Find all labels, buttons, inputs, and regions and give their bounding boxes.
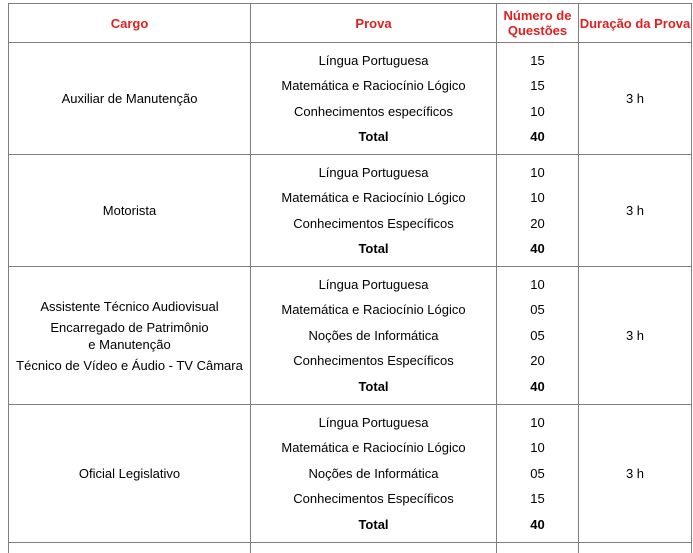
prova-cell (251, 155, 497, 267)
cargo-name: Assistente Técnico Audiovisual (9, 294, 250, 319)
header-prova: Prova (251, 4, 497, 43)
prova-total-label: Total (251, 124, 496, 150)
prova-item: Conhecimentos Específicos (251, 348, 496, 374)
cargo-name: Motorista (9, 198, 250, 223)
prova-item: Matemática e Raciocínio Lógico (251, 73, 496, 99)
prova-cell (251, 405, 497, 543)
questoes-value: 15 (497, 486, 578, 512)
questoes-value: 15 (497, 48, 578, 74)
questoes-value: 15 (497, 73, 578, 99)
header-row (9, 4, 692, 43)
prova-cell (251, 43, 497, 155)
prova-item: Língua Portuguesa (251, 272, 496, 298)
table-row (9, 267, 692, 405)
duracao-cell: 3 h (579, 267, 692, 405)
questoes-cell (497, 405, 579, 543)
prova-item: Noções de Informática (251, 461, 496, 487)
header-cargo: Cargo (9, 4, 251, 43)
cargo-cell (9, 405, 251, 543)
table-row (9, 405, 692, 543)
table-row (9, 155, 692, 267)
questoes-value: 10 (497, 272, 578, 298)
prova-total-label: Total (251, 512, 496, 538)
cargo-cell (9, 267, 251, 405)
header-duracao: Duração da Prova (579, 4, 692, 43)
prova-item: Língua Portuguesa (251, 160, 496, 186)
duracao-cell: 3 h (579, 43, 692, 155)
table-row-continuation (9, 543, 692, 553)
prova-item: Conhecimentos Específicos (251, 211, 496, 237)
cargo-name: Encarregado de Patrimônio e Manutenção (9, 319, 250, 353)
questoes-value: 10 (497, 160, 578, 186)
cargo-cell (9, 43, 251, 155)
cargo-name: Oficial Legislativo (9, 461, 250, 486)
questoes-value: 10 (497, 435, 578, 461)
empty-cell (251, 543, 497, 553)
table-row (9, 43, 692, 155)
questoes-value: 20 (497, 348, 578, 374)
prova-item: Matemática e Raciocínio Lógico (251, 435, 496, 461)
prova-item: Noções de Informática (251, 323, 496, 349)
questoes-cell (497, 155, 579, 267)
header-numero-questoes: Número de Questões (497, 4, 579, 43)
prova-item: Conhecimentos específicos (251, 99, 496, 125)
questoes-cell (497, 267, 579, 405)
questoes-value: 10 (497, 410, 578, 436)
prova-item: Língua Portuguesa (251, 410, 496, 436)
questoes-total: 40 (497, 374, 578, 400)
empty-cell (579, 543, 692, 553)
questoes-total: 40 (497, 236, 578, 262)
questoes-value: 10 (497, 185, 578, 211)
prova-cell (251, 267, 497, 405)
questoes-value: 10 (497, 99, 578, 125)
prova-item: Língua Portuguesa (251, 48, 496, 74)
cargo-cell (9, 155, 251, 267)
cargo-name: Técnico de Vídeo e Áudio - TV Câmara (9, 353, 250, 378)
questoes-cell (497, 43, 579, 155)
empty-cell (9, 543, 251, 553)
questoes-value: 05 (497, 323, 578, 349)
duracao-cell: 3 h (579, 155, 692, 267)
prova-item: Matemática e Raciocínio Lógico (251, 185, 496, 211)
prova-total-label: Total (251, 374, 496, 400)
cargo-name: Auxiliar de Manutenção (9, 86, 250, 111)
questoes-total: 40 (497, 512, 578, 538)
exam-table (8, 3, 692, 553)
questoes-value: 05 (497, 297, 578, 323)
prova-item: Conhecimentos Específicos (251, 486, 496, 512)
prova-item: Matemática e Raciocínio Lógico (251, 297, 496, 323)
questoes-value: 20 (497, 211, 578, 237)
empty-cell (497, 543, 579, 553)
questoes-total: 40 (497, 124, 578, 150)
duracao-cell: 3 h (579, 405, 692, 543)
prova-total-label: Total (251, 236, 496, 262)
questoes-value: 05 (497, 461, 578, 487)
